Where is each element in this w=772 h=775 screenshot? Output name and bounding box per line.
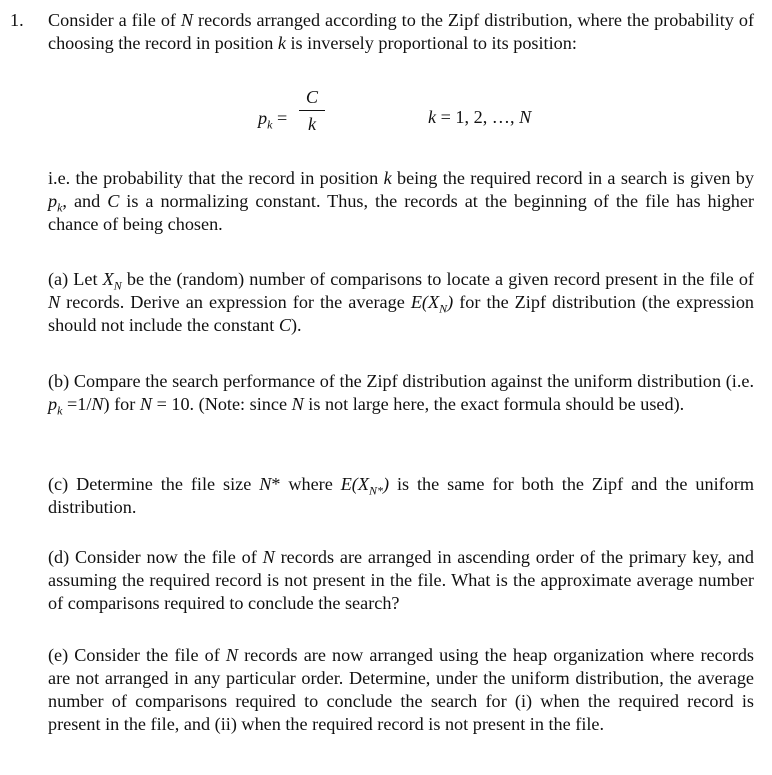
formula-lhs bbox=[258, 107, 272, 130]
intro-text-3: is inversely proportional to its position: bbox=[285, 33, 577, 53]
part-e bbox=[48, 644, 754, 736]
ie-text-1: i.e. the probability that the record in position bbox=[48, 168, 384, 188]
part-b-n1: N bbox=[91, 394, 104, 414]
part-a-n: N bbox=[48, 292, 61, 312]
part-a-text-1: (a) Let bbox=[48, 269, 103, 289]
part-c-text-2: * where bbox=[271, 474, 341, 494]
part-a-ex-sub: N bbox=[439, 301, 448, 316]
range-k: k bbox=[428, 107, 437, 127]
part-b-text-3: ) for bbox=[103, 394, 140, 414]
formula-p: p bbox=[258, 108, 268, 128]
part-a bbox=[48, 268, 754, 337]
part-a-e-close: ) bbox=[447, 292, 454, 312]
part-c-e-open: E( bbox=[340, 474, 358, 494]
formula-lhs-sub: k bbox=[267, 117, 273, 132]
range-text: = 1, 2, …, bbox=[440, 107, 520, 127]
part-e-text-2: records are now arranged using the heap organization where records are not arranged in any particular order. Determine, under the uniform distribution, the average number of comparisons required to conclude the search for (i) when the required record is present in the file, and (ii) when the required record is not present in the file. bbox=[48, 645, 754, 734]
part-b-text-5: is not large here, the exact formula should be used). bbox=[303, 394, 685, 414]
ie-text-4: is a normalizing constant. Thus, the records at the beginning of the file has higher chance of being chosen. bbox=[48, 191, 754, 234]
part-a-x-sub: N bbox=[113, 278, 122, 293]
part-d-n: N bbox=[262, 547, 275, 567]
part-a-c: C bbox=[278, 315, 291, 335]
fraction-bar bbox=[299, 110, 325, 111]
part-c-x: X bbox=[357, 474, 369, 494]
formula-equals: = bbox=[277, 108, 288, 128]
part-c-text-3: is the same for both the Zipf and the uniform distribution. bbox=[48, 474, 754, 517]
part-b-text-2: =1/ bbox=[62, 394, 92, 414]
ie-p: p bbox=[48, 191, 58, 211]
var-n: N bbox=[180, 10, 194, 30]
intro-text-2: records arranged according to the Zipf distribution, where the probability of choosing the record in position bbox=[48, 10, 754, 53]
intro-paragraph bbox=[48, 9, 754, 55]
part-c-text-1: (c) Determine the file size bbox=[48, 474, 260, 494]
formula-range bbox=[428, 106, 531, 129]
part-a-ex: X bbox=[427, 292, 440, 312]
ie-text-2: being the required record in a search is given by bbox=[391, 168, 754, 188]
part-b-n3: N bbox=[291, 394, 304, 414]
question-number: 1. bbox=[10, 10, 24, 30]
part-c-n: N bbox=[259, 474, 272, 494]
formula-denominator: k bbox=[307, 114, 317, 134]
part-b-text-1: (b) Compare the search performance of the Zipf distribution against the uniform distribution (i.e. bbox=[48, 371, 754, 391]
ie-k: k bbox=[383, 168, 392, 188]
part-a-text-5: ). bbox=[290, 315, 302, 335]
part-b-text-4: = 10. (Note: since bbox=[152, 394, 292, 414]
part-a-text-4: for the Zipf distribution (the expression should not include the constant bbox=[48, 292, 755, 335]
part-e-text-1: (e) Consider the file of bbox=[48, 645, 226, 665]
range-n: N bbox=[519, 107, 532, 127]
part-b-p: p bbox=[48, 394, 58, 414]
ie-text-3: , and bbox=[62, 191, 108, 211]
intro-text-1: Consider a file of bbox=[48, 10, 181, 30]
part-b-n2: N bbox=[139, 394, 153, 414]
part-b-p-sub: k bbox=[57, 403, 63, 418]
ie-paragraph bbox=[48, 167, 754, 236]
ie-c: C bbox=[107, 191, 120, 211]
part-a-text-3: records. Derive an expression for the average bbox=[60, 292, 411, 312]
ie-p-sub: k bbox=[57, 200, 63, 215]
part-a-x: X bbox=[102, 269, 114, 289]
var-k: k bbox=[277, 33, 286, 53]
part-d-text-1: (d) Consider now the file of bbox=[48, 547, 263, 567]
part-c bbox=[48, 473, 754, 519]
formula-numerator: C bbox=[305, 87, 319, 107]
zipf-formula bbox=[0, 86, 772, 148]
part-d bbox=[48, 546, 754, 615]
part-c-x-sub: N* bbox=[368, 483, 383, 498]
part-a-text-2: be the (random) number of comparisons to locate a given record present in the file of bbox=[121, 269, 754, 289]
part-a-e-open: E( bbox=[410, 292, 428, 312]
part-e-n: N bbox=[225, 645, 239, 665]
part-c-e-close: ) bbox=[383, 474, 390, 494]
part-b bbox=[48, 370, 754, 416]
formula-fraction bbox=[299, 86, 325, 136]
part-d-text-2: records are arranged in ascending order of the primary key, and assuming the required record is not present in the file. What is the approximate average number of comparisons required to conclude the search? bbox=[48, 547, 754, 613]
